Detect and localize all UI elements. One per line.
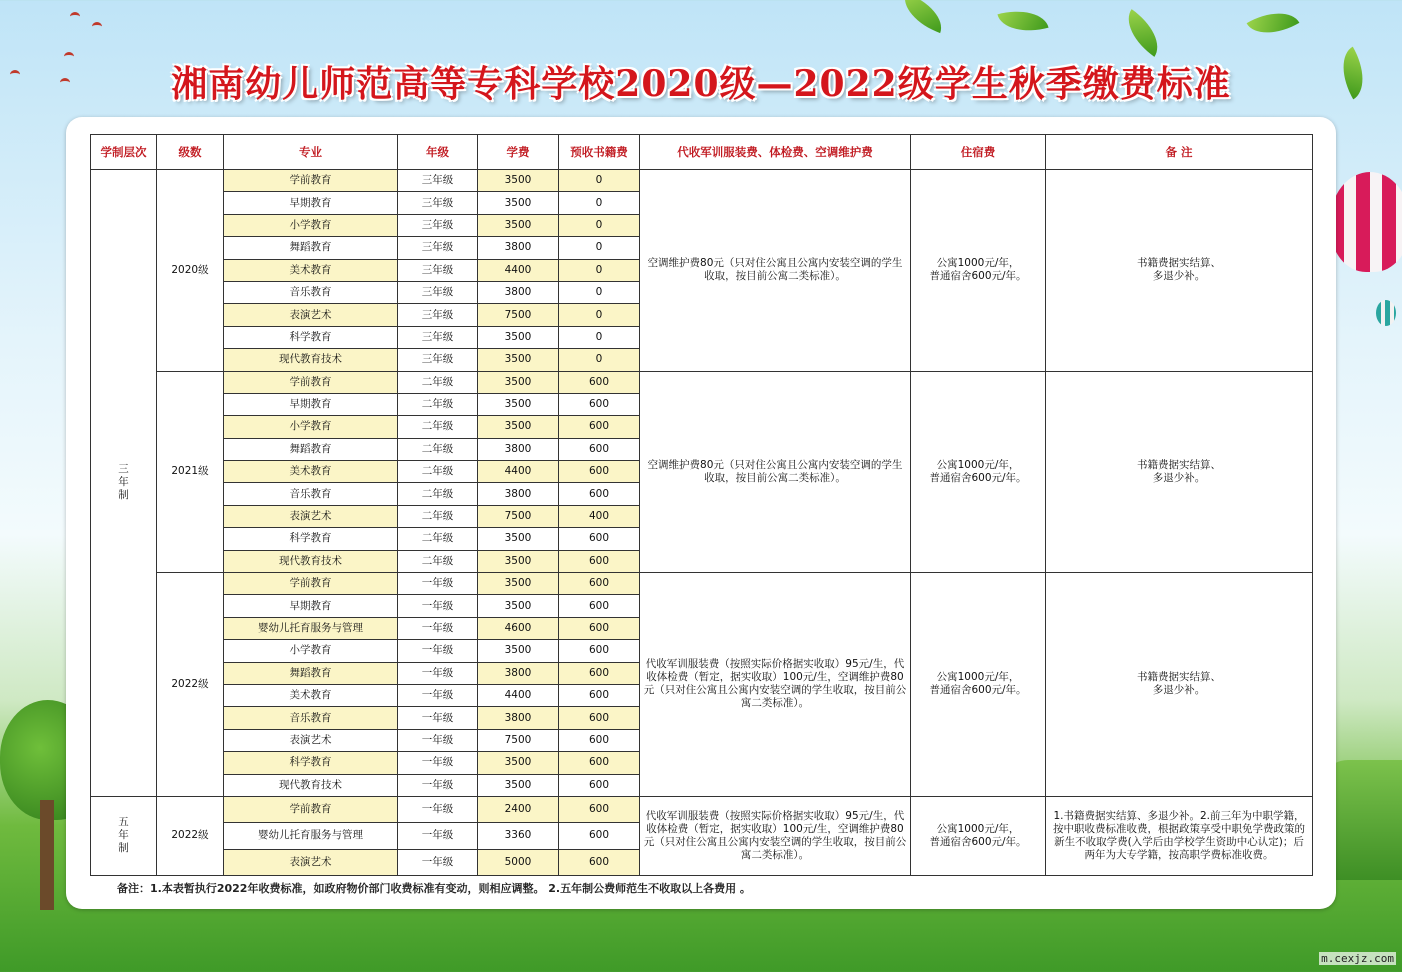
year-cell: 一年级 [398, 707, 478, 729]
book-fee-cell: 600 [559, 729, 640, 751]
year-cell: 三年级 [398, 304, 478, 326]
collected-fees-cell: 代收军训服装费（按照实际价格据实收取）95元/生，代收体检费（暂定，据实收取）100元/生，空调维护费80元（只对住公寓且公寓内安装空调的学生收取，按目前公寓二类标准）。 [640, 796, 911, 875]
year-cell: 三年级 [398, 259, 478, 281]
fee-table [90, 134, 1313, 876]
year-cell: 二年级 [398, 505, 478, 527]
tuition-cell: 3500 [478, 640, 559, 662]
leaf-icon [1117, 9, 1170, 57]
year-cell: 二年级 [398, 483, 478, 505]
book-fee-cell: 600 [559, 550, 640, 572]
book-fee-cell: 600 [559, 595, 640, 617]
grade-level-cell: 2021级 [157, 371, 224, 573]
header-book-fee: 预收书籍费 [559, 135, 640, 170]
tuition-cell: 3500 [478, 550, 559, 572]
major-cell: 表演艺术 [224, 849, 398, 875]
leaf-icon [997, 2, 1048, 39]
tuition-cell: 5000 [478, 849, 559, 875]
table-row [91, 371, 1313, 393]
major-cell: 小学教育 [224, 416, 398, 438]
book-fee-cell: 600 [559, 707, 640, 729]
footer-note: 备注：1.本表暂执行2022年收费标准，如政府物价部门收费标准有变动，则相应调整。 2.五年制公费师范生不收取以上各费用 。 [117, 882, 751, 895]
year-cell: 一年级 [398, 662, 478, 684]
tuition-cell: 3500 [478, 573, 559, 595]
system-cell: 五 年 制 [91, 796, 157, 875]
table-row [91, 170, 1313, 192]
book-fee-cell: 600 [559, 640, 640, 662]
book-fee-cell: 600 [559, 483, 640, 505]
tuition-cell: 4600 [478, 617, 559, 639]
header-year: 年级 [398, 135, 478, 170]
header-lodging: 住宿费 [911, 135, 1046, 170]
year-cell: 三年级 [398, 349, 478, 371]
major-cell: 美术教育 [224, 259, 398, 281]
tuition-cell: 4400 [478, 259, 559, 281]
book-fee-cell: 600 [559, 617, 640, 639]
year-cell: 三年级 [398, 326, 478, 348]
system-cell: 三 年 制 [91, 170, 157, 797]
major-cell: 美术教育 [224, 684, 398, 706]
book-fee-cell: 600 [559, 528, 640, 550]
tuition-cell: 7500 [478, 304, 559, 326]
book-fee-cell: 600 [559, 849, 640, 875]
year-cell: 一年级 [398, 595, 478, 617]
book-fee-cell: 0 [559, 349, 640, 371]
major-cell: 学前教育 [224, 170, 398, 192]
book-fee-cell: 600 [559, 774, 640, 796]
major-cell: 舞蹈教育 [224, 237, 398, 259]
year-cell: 二年级 [398, 371, 478, 393]
book-fee-cell: 600 [559, 371, 640, 393]
year-cell: 二年级 [398, 416, 478, 438]
tuition-cell: 3500 [478, 326, 559, 348]
year-cell: 三年级 [398, 281, 478, 303]
year-cell: 一年级 [398, 573, 478, 595]
fee-table-panel [66, 117, 1336, 909]
major-cell: 学前教育 [224, 371, 398, 393]
major-cell: 美术教育 [224, 461, 398, 483]
tuition-cell: 7500 [478, 729, 559, 751]
grade-level-cell: 2022级 [157, 796, 224, 875]
bird-icon [70, 12, 80, 21]
book-fee-cell: 400 [559, 505, 640, 527]
major-cell: 现代教育技术 [224, 774, 398, 796]
tuition-cell: 3800 [478, 281, 559, 303]
tuition-cell: 3800 [478, 662, 559, 684]
major-cell: 小学教育 [224, 214, 398, 236]
year-cell: 一年级 [398, 774, 478, 796]
tuition-cell: 7500 [478, 505, 559, 527]
remark-cell: 书籍费据实结算、 多退少补。 [1046, 573, 1313, 797]
major-cell: 婴幼儿托育服务与管理 [224, 617, 398, 639]
year-cell: 二年级 [398, 461, 478, 483]
header-major: 专业 [224, 135, 398, 170]
book-fee-cell: 0 [559, 214, 640, 236]
major-cell: 科学教育 [224, 752, 398, 774]
year-cell: 一年级 [398, 640, 478, 662]
tuition-cell: 3500 [478, 192, 559, 214]
table-row [91, 796, 1313, 822]
lodging-cell: 公寓1000元/年， 普通宿舍600元/年。 [911, 170, 1046, 372]
table-row [91, 573, 1313, 595]
tree-trunk [40, 800, 54, 910]
major-cell: 现代教育技术 [224, 349, 398, 371]
major-cell: 早期教育 [224, 595, 398, 617]
leaf-icon [897, 0, 949, 33]
major-cell: 舞蹈教育 [224, 662, 398, 684]
header-collected-fees: 代收军训服装费、体检费、空调维护费 [640, 135, 911, 170]
collected-fees-cell: 空调维护费80元（只对住公寓且公寓内安装空调的学生收取，按目前公寓二类标准）。 [640, 170, 911, 372]
book-fee-cell: 0 [559, 281, 640, 303]
remark-cell: 1.书籍费据实结算、多退少补。2.前三年为中职学籍，按中职收费标准收费，根据政策享受中职免学费政策的新生不收取学费(入学后由学校学生资助中心认定)；后两年为大专学籍，按高职学费标准收费。 [1046, 796, 1313, 875]
year-cell: 二年级 [398, 393, 478, 415]
major-cell: 音乐教育 [224, 483, 398, 505]
major-cell: 现代教育技术 [224, 550, 398, 572]
book-fee-cell: 600 [559, 752, 640, 774]
tuition-cell: 3500 [478, 595, 559, 617]
book-fee-cell: 600 [559, 416, 640, 438]
tuition-cell: 3500 [478, 214, 559, 236]
year-cell: 二年级 [398, 550, 478, 572]
tuition-cell: 3500 [478, 393, 559, 415]
book-fee-cell: 0 [559, 237, 640, 259]
header-remark: 备 注 [1046, 135, 1313, 170]
tuition-cell: 3500 [478, 416, 559, 438]
bird-icon [92, 22, 102, 31]
book-fee-cell: 600 [559, 662, 640, 684]
book-fee-cell: 600 [559, 393, 640, 415]
tuition-cell: 3500 [478, 774, 559, 796]
tuition-cell: 3500 [478, 170, 559, 192]
tuition-cell: 3500 [478, 371, 559, 393]
major-cell: 学前教育 [224, 573, 398, 595]
page-title: 湘南幼儿师范高等专科学校2020级—2022级学生秋季缴费标准 [171, 63, 1231, 105]
leaf-icon [1247, 0, 1300, 46]
watermark: m.cexjz.com [1321, 952, 1394, 965]
grade-level-cell: 2022级 [157, 573, 224, 797]
year-cell: 一年级 [398, 684, 478, 706]
tuition-cell: 3360 [478, 823, 559, 849]
year-cell: 三年级 [398, 192, 478, 214]
year-cell: 一年级 [398, 617, 478, 639]
tuition-cell: 3500 [478, 528, 559, 550]
book-fee-cell: 0 [559, 326, 640, 348]
lodging-cell: 公寓1000元/年， 普通宿舍600元/年。 [911, 796, 1046, 875]
tuition-cell: 3800 [478, 438, 559, 460]
year-cell: 三年级 [398, 170, 478, 192]
major-cell: 早期教育 [224, 393, 398, 415]
tuition-cell: 4400 [478, 461, 559, 483]
book-fee-cell: 0 [559, 170, 640, 192]
major-cell: 音乐教育 [224, 281, 398, 303]
header-grade-level: 级数 [157, 135, 224, 170]
year-cell: 三年级 [398, 214, 478, 236]
tuition-cell: 2400 [478, 796, 559, 822]
major-cell: 科学教育 [224, 326, 398, 348]
book-fee-cell: 0 [559, 259, 640, 281]
year-cell: 二年级 [398, 438, 478, 460]
major-cell: 表演艺术 [224, 304, 398, 326]
year-cell: 一年级 [398, 796, 478, 822]
grade-level-cell: 2020级 [157, 170, 224, 372]
major-cell: 早期教育 [224, 192, 398, 214]
collected-fees-cell: 代收军训服装费（按照实际价格据实收取）95元/生，代收体检费（暂定，据实收取）100元/生，空调维护费80元（只对住公寓且公寓内安装空调的学生收取，按目前公寓二类标准）。 [640, 573, 911, 797]
book-fee-cell: 600 [559, 573, 640, 595]
fee-table-body [91, 170, 1313, 876]
tuition-cell: 3800 [478, 707, 559, 729]
book-fee-cell: 0 [559, 192, 640, 214]
book-fee-cell: 600 [559, 461, 640, 483]
hot-air-balloon-icon [1330, 172, 1402, 272]
major-cell: 婴幼儿托育服务与管理 [224, 823, 398, 849]
year-cell: 二年级 [398, 528, 478, 550]
major-cell: 舞蹈教育 [224, 438, 398, 460]
header-tuition: 学费 [478, 135, 559, 170]
table-header-row [91, 135, 1313, 170]
major-cell: 音乐教育 [224, 707, 398, 729]
major-cell: 表演艺术 [224, 505, 398, 527]
book-fee-cell: 0 [559, 304, 640, 326]
collected-fees-cell: 空调维护费80元（只对住公寓且公寓内安装空调的学生收取，按目前公寓二类标准）。 [640, 371, 911, 573]
year-cell: 三年级 [398, 237, 478, 259]
year-cell: 一年级 [398, 752, 478, 774]
hot-air-balloon-icon [1376, 300, 1396, 326]
lodging-cell: 公寓1000元/年， 普通宿舍600元/年。 [911, 371, 1046, 573]
tuition-cell: 3800 [478, 483, 559, 505]
book-fee-cell: 600 [559, 796, 640, 822]
major-cell: 表演艺术 [224, 729, 398, 751]
year-cell: 一年级 [398, 823, 478, 849]
tuition-cell: 3800 [478, 237, 559, 259]
tuition-cell: 4400 [478, 684, 559, 706]
remark-cell: 书籍费据实结算、 多退少补。 [1046, 371, 1313, 573]
book-fee-cell: 600 [559, 823, 640, 849]
major-cell: 学前教育 [224, 796, 398, 822]
tuition-cell: 3500 [478, 752, 559, 774]
year-cell: 一年级 [398, 729, 478, 751]
header-system: 学制层次 [91, 135, 157, 170]
remark-cell: 书籍费据实结算、 多退少补。 [1046, 170, 1313, 372]
lodging-cell: 公寓1000元/年， 普通宿舍600元/年。 [911, 573, 1046, 797]
tuition-cell: 3500 [478, 349, 559, 371]
major-cell: 小学教育 [224, 640, 398, 662]
major-cell: 科学教育 [224, 528, 398, 550]
book-fee-cell: 600 [559, 438, 640, 460]
year-cell: 一年级 [398, 849, 478, 875]
book-fee-cell: 600 [559, 684, 640, 706]
